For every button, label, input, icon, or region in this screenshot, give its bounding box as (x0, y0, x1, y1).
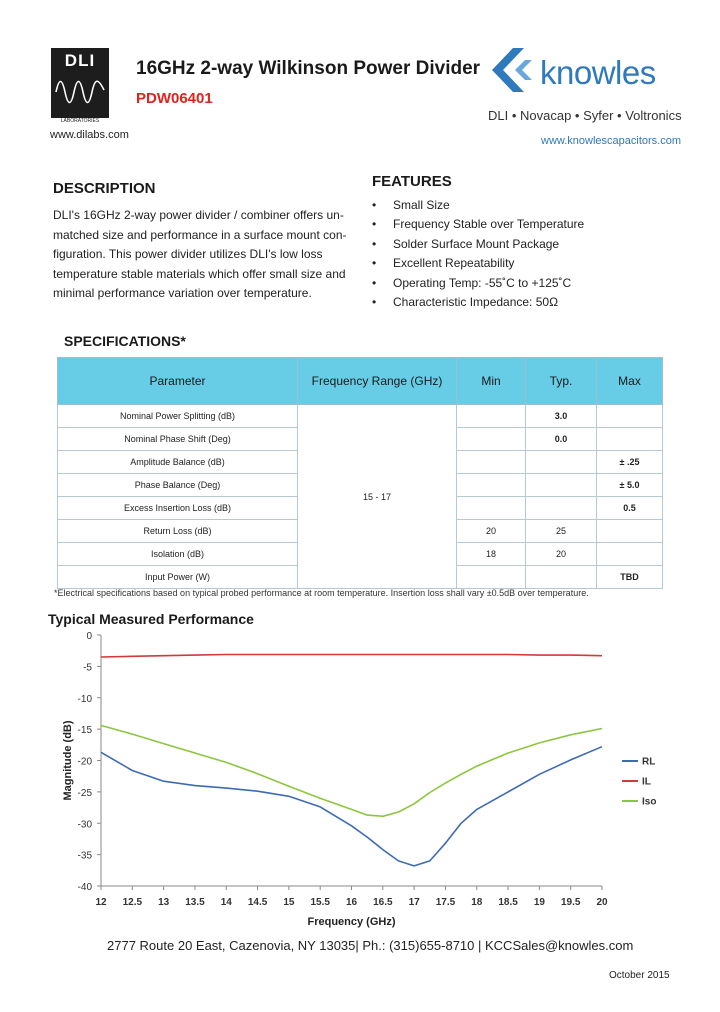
y-tick-label: -30 (77, 819, 92, 831)
column-header-typ: Typ. (526, 358, 597, 405)
x-tick-label: 13 (158, 897, 170, 908)
document-title: 16GHz 2-way Wilkinson Power Divider (136, 58, 481, 79)
table-header-row (58, 358, 663, 405)
y-tick-label: -10 (77, 693, 92, 705)
series-line-il (101, 655, 602, 658)
dli-logo-subtitle (51, 112, 109, 124)
knowles-logo-icon (491, 48, 535, 92)
bullet-icon: • (372, 198, 377, 212)
legend-label-il: IL (642, 776, 651, 788)
feature-text: Characteristic Impedance: 50Ω (393, 294, 559, 309)
x-tick-label: 17 (408, 897, 420, 908)
feature-item (372, 196, 584, 215)
cell-min (457, 405, 526, 428)
y-tick-label: -35 (77, 850, 92, 862)
cell-parameter: Amplitude Balance (dB) (58, 451, 298, 474)
series-line-rl (101, 747, 602, 866)
cell-min (457, 428, 526, 451)
cell-min (457, 474, 526, 497)
specifications-note: *Electrical specifications based on typical probed performance at room temperature. Insertion loss shall vary ±0.5dB over temperature. (54, 588, 589, 598)
waveform-icon (55, 72, 105, 108)
feature-item (372, 215, 584, 234)
legend-label-iso: Iso (642, 796, 657, 808)
description-body (53, 206, 353, 304)
dli-sub-line-1: DIELECTRIC (65, 112, 95, 118)
bullet-icon: • (372, 236, 377, 251)
cell-min (457, 451, 526, 474)
part-number: PDW06401 (136, 90, 213, 107)
cell-max: TBD (597, 566, 663, 589)
bullet-icon: • (372, 256, 377, 271)
table-row (58, 405, 663, 428)
y-tick-label: -40 (77, 882, 92, 893)
column-header-min: Min (457, 358, 526, 405)
cell-min (457, 566, 526, 589)
cell-frequency-range: 15 - 17 (298, 405, 457, 589)
x-tick-label: 15 (283, 897, 295, 908)
legend-label-rl: RL (642, 756, 656, 768)
cell-max (597, 543, 663, 566)
cell-max: ± .25 (597, 451, 663, 474)
cell-typ (526, 451, 597, 474)
cell-parameter: Isolation (dB) (58, 543, 298, 566)
description-line: temperature stable materials which offer small size and (53, 266, 346, 281)
x-tick-label: 14.5 (247, 897, 268, 908)
x-axis-title: Frequency (GHz) (307, 916, 396, 928)
cell-typ: 0.0 (526, 428, 597, 451)
y-tick-label: -25 (77, 787, 92, 799)
x-tick-label: 12.5 (122, 897, 143, 908)
features-list (372, 196, 584, 312)
bullet-icon: • (372, 275, 377, 290)
dli-website[interactable]: www.dilabs.com (50, 129, 129, 141)
footer-date: October 2015 (609, 970, 670, 981)
cell-max (597, 428, 663, 451)
cell-parameter: Nominal Power Splitting (dB) (58, 405, 298, 428)
cell-min: 18 (457, 543, 526, 566)
feature-text: Operating Temp: -55˚C to +125˚C (393, 275, 572, 290)
dli-logo-text: DLI (64, 51, 96, 70)
features-heading: FEATURES (372, 173, 452, 190)
knowles-website[interactable]: www.knowlescapacitors.com (541, 135, 681, 147)
feature-item (372, 274, 584, 293)
performance-chart (0, 620, 720, 930)
cell-max (597, 520, 663, 543)
cell-parameter: Excess Insertion Loss (dB) (58, 497, 298, 520)
feature-text: Small Size (393, 198, 450, 212)
knowles-logo-text: knowles (540, 54, 656, 91)
x-tick-label: 13.5 (185, 897, 205, 908)
dli-logo (51, 48, 109, 118)
y-tick-label: -5 (83, 662, 92, 674)
feature-text: Solder Surface Mount Package (393, 236, 560, 251)
column-header-max: Max (597, 358, 663, 405)
x-tick-label: 16 (345, 897, 358, 908)
column-header-parameter: Parameter (58, 358, 298, 405)
brand-list: DLI • Novacap • Syfer • Voltronics (488, 108, 682, 123)
cell-max: 0.5 (597, 497, 663, 520)
x-tick-label: 15.5 (310, 897, 330, 908)
footer-contact: 2777 Route 20 East, Cazenovia, NY 13035| Ph.: (315)655-8710 | KCCSales@knowles.com (107, 938, 634, 953)
description-line: matched size and performance in a surface mount con- (53, 227, 347, 242)
bullet-icon: • (372, 217, 377, 232)
specifications-table (57, 357, 663, 589)
x-tick-label: 12 (95, 897, 107, 908)
feature-text: Excellent Repeatability (393, 256, 515, 271)
x-tick-label: 19 (533, 897, 545, 908)
cell-typ (526, 497, 597, 520)
series-line-iso (101, 725, 602, 816)
cell-typ (526, 474, 597, 497)
x-tick-label: 18 (471, 897, 483, 908)
column-header-frequency: Frequency Range (GHz) (298, 358, 457, 405)
performance-heading: Typical Measured Performance (48, 611, 254, 627)
y-axis-title: Magnitude (dB) (62, 720, 74, 801)
x-tick-label: 17.5 (435, 897, 456, 908)
description-line: figuration. This power divider utilizes DLI's low loss (53, 247, 323, 261)
cell-min: 20 (457, 520, 526, 543)
x-tick-label: 16.5 (373, 897, 393, 908)
bullet-icon: • (372, 294, 377, 309)
feature-item (372, 254, 584, 273)
feature-item (372, 235, 584, 254)
y-tick-label: -15 (77, 725, 92, 737)
cell-min (457, 497, 526, 520)
cell-max (597, 405, 663, 428)
cell-typ: 20 (526, 543, 597, 566)
cell-typ (526, 566, 597, 589)
cell-parameter: Nominal Phase Shift (Deg) (58, 428, 298, 451)
feature-text: Frequency Stable over Temperature (393, 217, 585, 232)
description-line: DLI's 16GHz 2-way power divider / combiner offers un- (53, 208, 344, 222)
y-tick-label: -20 (77, 756, 92, 768)
x-tick-label: 20 (596, 897, 608, 908)
cell-parameter: Phase Balance (Deg) (58, 474, 298, 497)
cell-typ: 3.0 (526, 405, 597, 428)
dli-sub-line-2: LABORATORIES (60, 118, 100, 124)
feature-item (372, 293, 584, 312)
y-tick-label: 0 (86, 631, 92, 642)
specifications-heading: SPECIFICATIONS* (64, 333, 186, 349)
description-heading: DESCRIPTION (53, 180, 156, 197)
x-tick-label: 14 (220, 897, 232, 908)
x-tick-label: 19.5 (560, 897, 581, 908)
cell-max: ± 5.0 (597, 474, 663, 497)
cell-parameter: Return Loss (dB) (58, 520, 298, 543)
x-tick-label: 18.5 (498, 897, 518, 908)
description-line: minimal performance variation over temperature. (53, 286, 312, 300)
cell-parameter: Input Power (W) (58, 566, 298, 589)
cell-typ: 25 (526, 520, 597, 543)
